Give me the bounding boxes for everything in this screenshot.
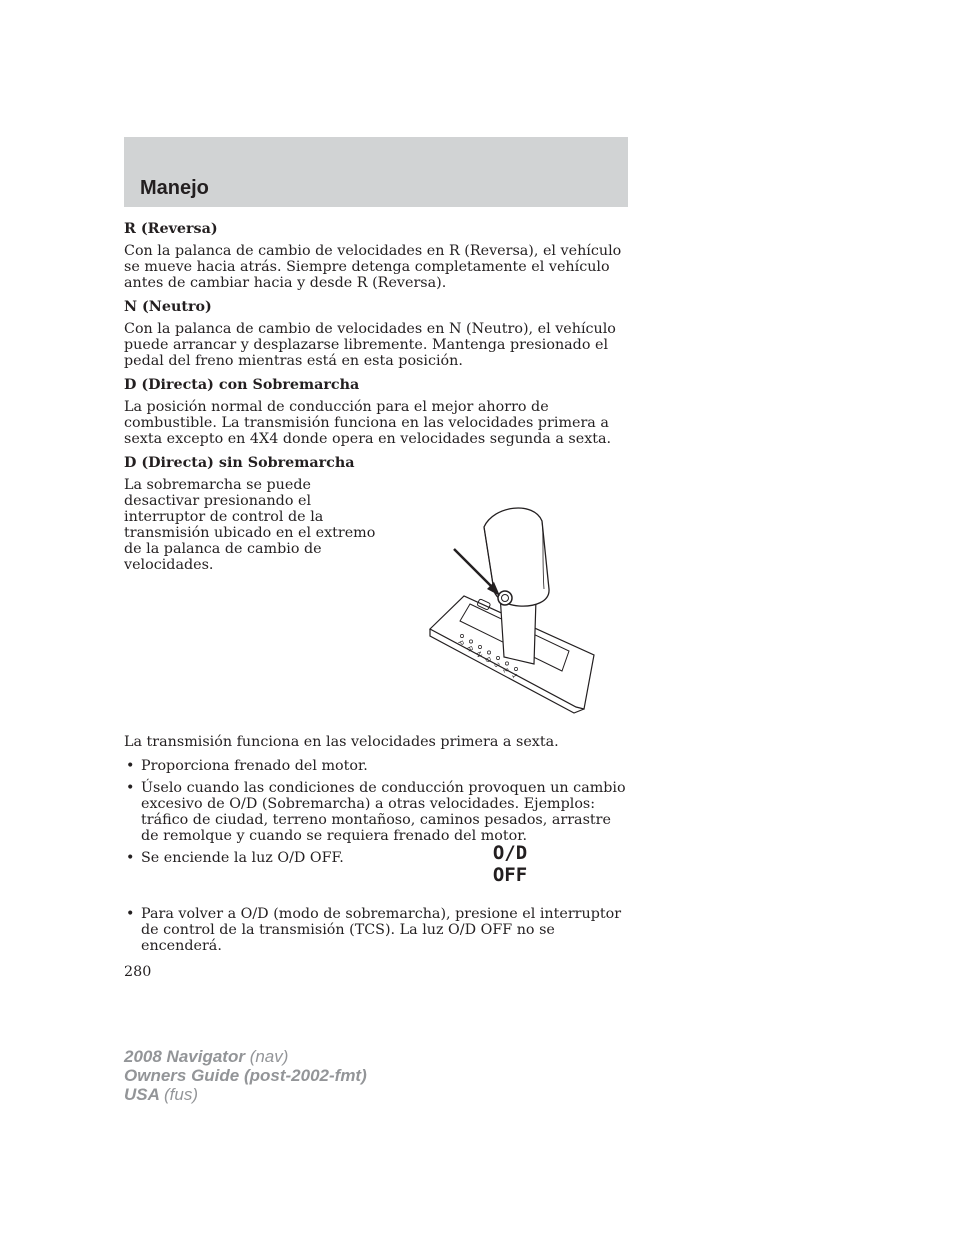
bullet-list (124, 758, 628, 954)
page-content (124, 221, 628, 980)
heading-drive-overdrive: D (Directa) con Sobremarcha (124, 377, 360, 393)
list-item: • Proporciona frenado del motor. (126, 758, 368, 774)
paragraph-overdrive-disable: La sobremarcha se puede desactivar presionando el interruptor de control de la transmisión ubicado en el extremo de la palanca de cambio de velocidades. (124, 477, 376, 573)
heading-neutral: N (Neutro) (124, 299, 212, 315)
gear-position-dot (496, 656, 499, 659)
section-header-band (124, 137, 628, 207)
gear-label: 3 (492, 661, 501, 669)
page-number: 280 (124, 964, 152, 980)
heading-reverse: R (Reversa) (124, 221, 218, 237)
gear-label: 1 (510, 672, 519, 680)
gear-label: D (483, 656, 492, 664)
gear-position-dot (478, 645, 481, 648)
gear-position-dot (505, 662, 508, 665)
list-item: • Para volver a O/D (modo de sobremarcha), presione el interruptor de control de la transmisión (TCS). La luz O/D OFF no se encenderá. (126, 906, 622, 954)
heading-drive-no-overdrive: D (Directa) sin Sobremarcha (124, 455, 355, 471)
overdrive-section (124, 477, 628, 737)
gear-label: R (465, 645, 474, 653)
gear-position-dot (469, 640, 472, 643)
paragraph-gear-range: La transmisión funciona en las velocidades primera a sexta. (124, 734, 559, 750)
paragraph-reverse: Con la palanca de cambio de velocidades en R (Reversa), el vehículo se mueve hacia atrás. Siempre detenga completamente el vehículo antes de cambiar hacia y desde R (Reversa). (124, 243, 622, 291)
list-item: • Úselo cuando las condiciones de conducción provoquen un cambio excesivo de O/D (Sobremarcha) a otras velocidades. Ejemplos: tráfico de ciudad, terreno montañoso, caminos pesados, arrastre de remolque y cuando se requiera frenado del motor. (126, 780, 626, 844)
overdrive-button-icon (498, 591, 512, 605)
gear-position-dot (460, 634, 463, 637)
gear-label: 2 (501, 667, 510, 674)
paragraph-drive-overdrive: La posición normal de conducción para el mejor ahorro de combustible. La transmisión funciona en las velocidades primera a sexta excepto en 4X4 donde opera en velocidades segunda a sexta. (124, 399, 612, 447)
gear-label: N (474, 650, 483, 659)
od-off-indicator-icon: O/D OFF (492, 842, 528, 886)
gear-shifter-illustration (424, 499, 604, 714)
document-footer: 2008 Navigator (nav) Owners Guide (post-2002-fmt) USA (fus) (124, 1047, 367, 1104)
gear-position-dot (487, 651, 490, 654)
gear-position-dot (514, 667, 517, 670)
list-item: • Se enciende la luz O/D OFF. O/D OFF (124, 850, 628, 900)
paragraph-neutral: Con la palanca de cambio de velocidades en N (Neutro), el vehículo puede arrancar y desplazarse libremente. Mantenga presionado el pedal del freno mientras está en esta posición. (124, 321, 616, 369)
section-title: Manejo (140, 177, 209, 199)
gear-label: P (456, 639, 465, 648)
